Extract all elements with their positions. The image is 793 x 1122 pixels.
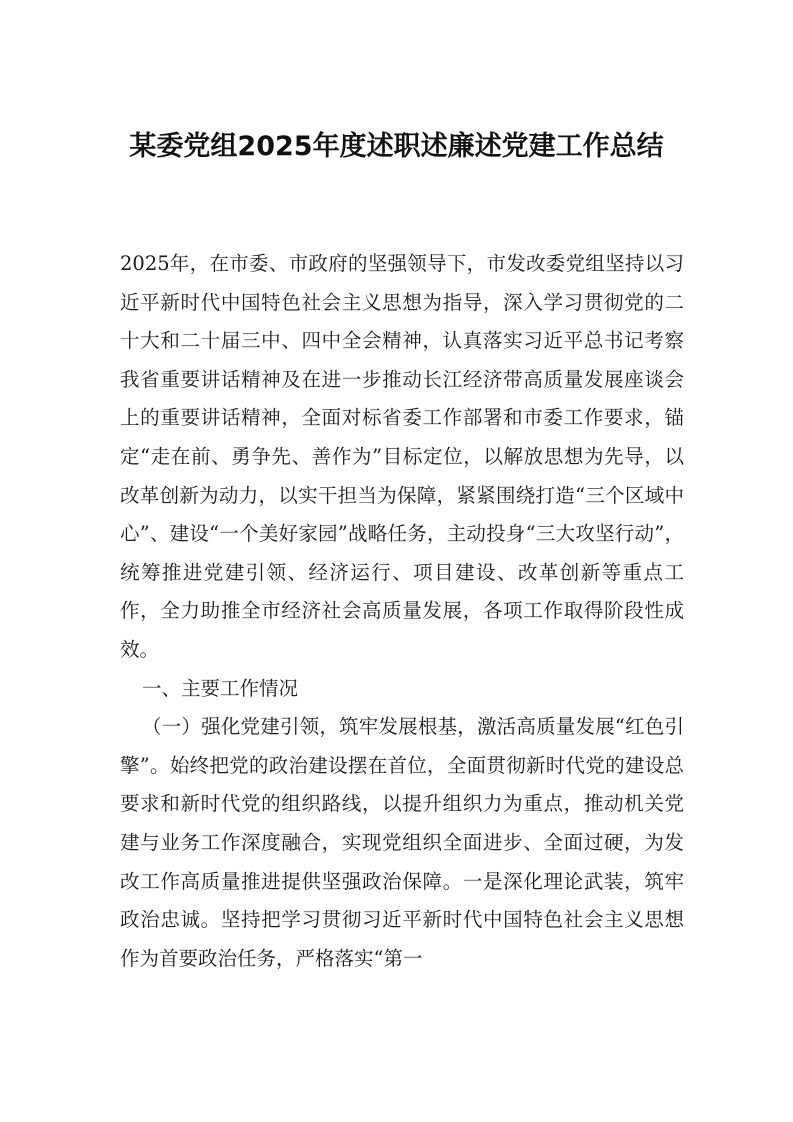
document-title: 某委党组2025年度述职述廉述党建工作总结 xyxy=(129,131,664,162)
document-body xyxy=(120,245,684,978)
section-heading: 一、主要工作情况 xyxy=(142,676,299,700)
intro-paragraph: 2025年，在市委、市政府的坚强领导下，市发改委党组坚持以习近平新时代中国特色社会主义思想为指导，深入学习贯彻党的二十大和二十届三中、四中全会精神，认真落实习近平总书记考察我省重要讲话精神及在进一步推动长江经济带高质量发展座谈会上的重要讲话精神，全面对标省委工作部署和市委工作要求，锚定“走在前、勇争先、善作为”目标定位，以解放思想为先导，以改革创新为动力，以实干担当为保障，紧紧围绕打造“三个区域中心”、建设“一个美好家园”战略任务，主动投身“三大攻坚行动”，统筹推进党建引领、经济运行、项目建设、改革创新等重点工作，全力助推全市经济社会高质量发展，各项工作取得阶段性成效。 xyxy=(120,252,684,661)
subsection-paragraph: （一）强化党建引领，筑牢发展根基，激活高质量发展“红色引擎”。始终把党的政治建设摆在首位，全面贯彻新时代党的建设总要求和新时代党的组织路线，以提升组织力为重点，推动机关党建与业务工作深度融合，实现党组织全面进步、全面过硬，为发改工作高质量推进提供坚强政治保障。一是深化理论武装，筑牢政治忠诚。坚持把学习贯彻习近平新时代中国特色社会主义思想作为首要政治任务，严格落实“第一 xyxy=(120,715,684,970)
